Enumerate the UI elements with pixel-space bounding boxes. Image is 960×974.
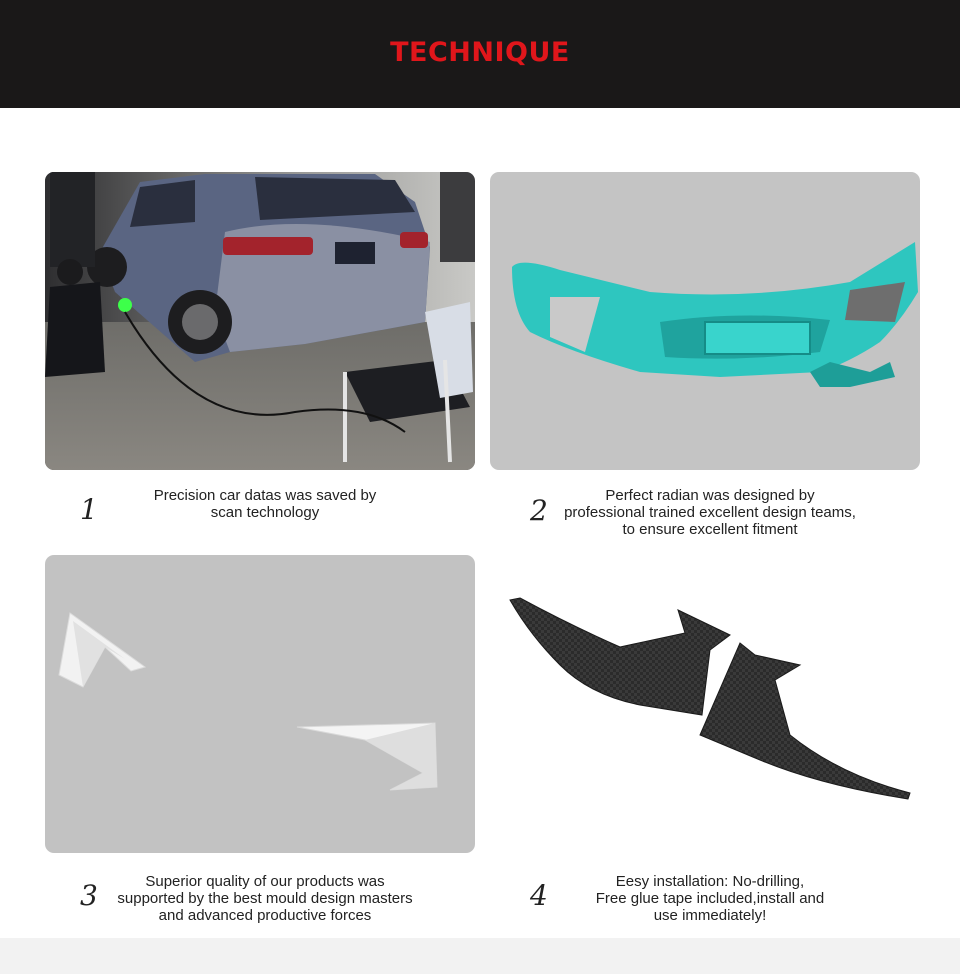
bumper-3d-model (490, 172, 920, 470)
step-number: 3 (80, 879, 98, 912)
step-number: 1 (80, 493, 98, 526)
car-scanning-photo (45, 172, 475, 470)
step-caption: Eesy installation: No-drilling, Free glue tape included,install and use immediately! (595, 873, 825, 924)
step-number: 4 (530, 879, 548, 912)
mould-parts (45, 555, 475, 853)
step-caption: Precision car datas was saved by scan technology (153, 487, 377, 521)
page-header (0, 0, 960, 108)
step-number: 2 (530, 494, 548, 527)
carbon-fiber-trims (490, 555, 920, 853)
footer-band (0, 938, 960, 974)
step-caption: Superior quality of our products was supported by the best mould design masters and advanced productive forces (117, 873, 413, 924)
page-title: TECHNIQUE (390, 37, 570, 68)
step-caption: Perfect radian was designed by professional trained excellent design teams, to ensure excellent fitment (564, 487, 856, 538)
